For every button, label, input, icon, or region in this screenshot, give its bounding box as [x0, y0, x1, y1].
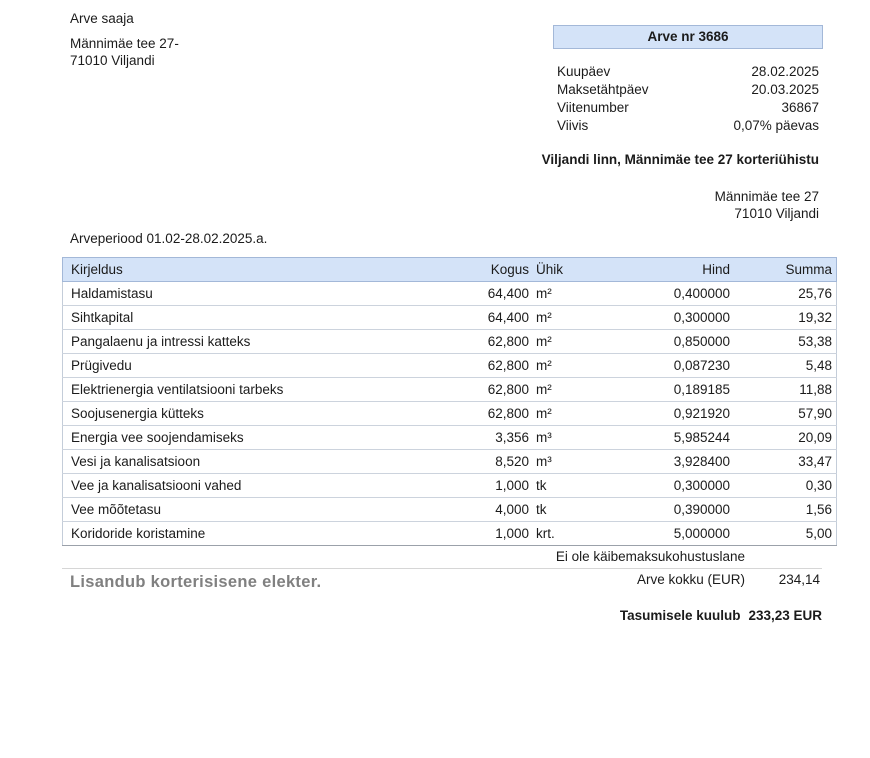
- table-row: [63, 426, 837, 450]
- item-description: Pangalaenu ja intressi katteks: [63, 330, 462, 354]
- item-total: 57,90: [732, 402, 837, 426]
- detail-value: 0,07% päevas: [733, 118, 819, 133]
- item-quantity: 4,000: [461, 498, 531, 522]
- item-price: 0,189185: [612, 378, 732, 402]
- header-row: [63, 258, 837, 282]
- item-quantity: 62,800: [461, 330, 531, 354]
- item-unit: m³: [531, 426, 612, 450]
- detail-label: Kuupäev: [557, 64, 611, 79]
- detail-value: 28.02.2025: [751, 64, 819, 79]
- item-unit: m²: [531, 378, 612, 402]
- header-total: Summa: [732, 258, 837, 282]
- item-quantity: 1,000: [461, 474, 531, 498]
- amount-due-label: Tasumisele kuulub: [619, 608, 741, 623]
- item-total: 53,38: [732, 330, 837, 354]
- header-price: Hind: [612, 258, 732, 282]
- item-description: Energia vee soojendamiseks: [63, 426, 462, 450]
- item-unit: m²: [531, 282, 612, 306]
- table-row: [63, 498, 837, 522]
- item-unit: m²: [531, 306, 612, 330]
- invoice-number-header: Arve nr 3686: [553, 25, 823, 49]
- item-total: 19,32: [732, 306, 837, 330]
- table-row: [63, 522, 837, 546]
- invoice-total-label: Arve kokku (EUR): [636, 572, 745, 587]
- detail-row-date: [557, 63, 819, 81]
- invoice-total-value: 234,14: [778, 572, 820, 587]
- item-description: Vesi ja kanalisatsioon: [63, 450, 462, 474]
- item-total: 0,30: [732, 474, 837, 498]
- header-quantity: Kogus: [461, 258, 531, 282]
- item-quantity: 8,520: [461, 450, 531, 474]
- item-total: 5,48: [732, 354, 837, 378]
- item-quantity: 3,356: [461, 426, 531, 450]
- detail-label: Maksetähtpäev: [557, 82, 649, 97]
- item-quantity: 64,400: [461, 306, 531, 330]
- item-quantity: 62,800: [461, 354, 531, 378]
- table-row: [63, 450, 837, 474]
- item-description: Sihtkapital: [63, 306, 462, 330]
- table-row: [63, 378, 837, 402]
- item-price: 5,985244: [612, 426, 732, 450]
- item-description: Elektrienergia ventilatsiooni tarbeks: [63, 378, 462, 402]
- item-price: 0,400000: [612, 282, 732, 306]
- amount-due-value: 233,23 EUR: [748, 608, 822, 623]
- item-total: 1,56: [732, 498, 837, 522]
- item-price: 0,850000: [612, 330, 732, 354]
- invoice-table-header: [63, 258, 837, 282]
- item-unit: tk: [531, 498, 612, 522]
- vat-exemption-note: Ei ole käibemaksukohustuslane: [555, 549, 745, 564]
- item-unit: m²: [531, 354, 612, 378]
- issuer-address: [715, 188, 819, 222]
- recipient-label: Arve saaja: [70, 11, 134, 26]
- table-row: [63, 306, 837, 330]
- header-unit: Ühik: [531, 258, 612, 282]
- detail-label: Viivis: [557, 118, 589, 133]
- issuer-address-line1: Männimäe tee 27: [714, 189, 819, 204]
- table-row: [63, 402, 837, 426]
- item-total: 11,88: [732, 378, 837, 402]
- detail-row-reference-number: [557, 99, 819, 117]
- item-price: 0,087230: [612, 354, 732, 378]
- electricity-note: Lisandub korterisisene elekter.: [70, 573, 322, 591]
- amount-due-row: [620, 608, 822, 623]
- recipient-address-line1: Männimäe tee 27-: [70, 36, 179, 51]
- detail-row-due-date: [557, 81, 819, 99]
- detail-value: 20.03.2025: [751, 82, 819, 97]
- table-row: [63, 282, 837, 306]
- issuer-address-line2: 71010 Viljandi: [734, 206, 819, 221]
- detail-value: 36867: [781, 100, 819, 115]
- item-unit: m²: [531, 402, 612, 426]
- header-description: Kirjeldus: [63, 258, 462, 282]
- table-row: [63, 474, 837, 498]
- item-description: Haldamistasu: [63, 282, 462, 306]
- item-unit: krt.: [531, 522, 612, 546]
- recipient-address-line2: 71010 Viljandi: [70, 53, 155, 68]
- item-description: Vee mõõtetasu: [63, 498, 462, 522]
- table-row: [63, 330, 837, 354]
- detail-row-penalty: [557, 117, 819, 135]
- item-total: 33,47: [732, 450, 837, 474]
- item-price: 0,300000: [612, 306, 732, 330]
- footer-divider: [62, 568, 822, 569]
- recipient-block: [70, 10, 179, 69]
- item-quantity: 62,800: [461, 402, 531, 426]
- table-row: [63, 354, 837, 378]
- item-quantity: 1,000: [461, 522, 531, 546]
- issuer-name: Viljandi linn, Männimäe tee 27 korteriühistu: [541, 152, 819, 167]
- item-price: 0,390000: [612, 498, 732, 522]
- item-quantity: 62,800: [461, 378, 531, 402]
- item-price: 0,921920: [612, 402, 732, 426]
- item-total: 25,76: [732, 282, 837, 306]
- item-price: 3,928400: [612, 450, 732, 474]
- item-price: 0,300000: [612, 474, 732, 498]
- item-description: Prügivedu: [63, 354, 462, 378]
- item-unit: m³: [531, 450, 612, 474]
- invoice-table-body: [63, 282, 837, 546]
- invoice-details: [557, 63, 819, 135]
- item-quantity: 64,400: [461, 282, 531, 306]
- invoice-period: Arveperiood 01.02-28.02.2025.a.: [70, 231, 268, 246]
- item-total: 20,09: [732, 426, 837, 450]
- detail-label: Viitenumber: [557, 100, 629, 115]
- item-description: Vee ja kanalisatsiooni vahed: [63, 474, 462, 498]
- item-unit: m²: [531, 330, 612, 354]
- item-description: Soojusenergia kütteks: [63, 402, 462, 426]
- item-unit: tk: [531, 474, 612, 498]
- item-total: 5,00: [732, 522, 837, 546]
- item-price: 5,000000: [612, 522, 732, 546]
- invoice-table: [62, 257, 837, 546]
- item-description: Koridoride koristamine: [63, 522, 462, 546]
